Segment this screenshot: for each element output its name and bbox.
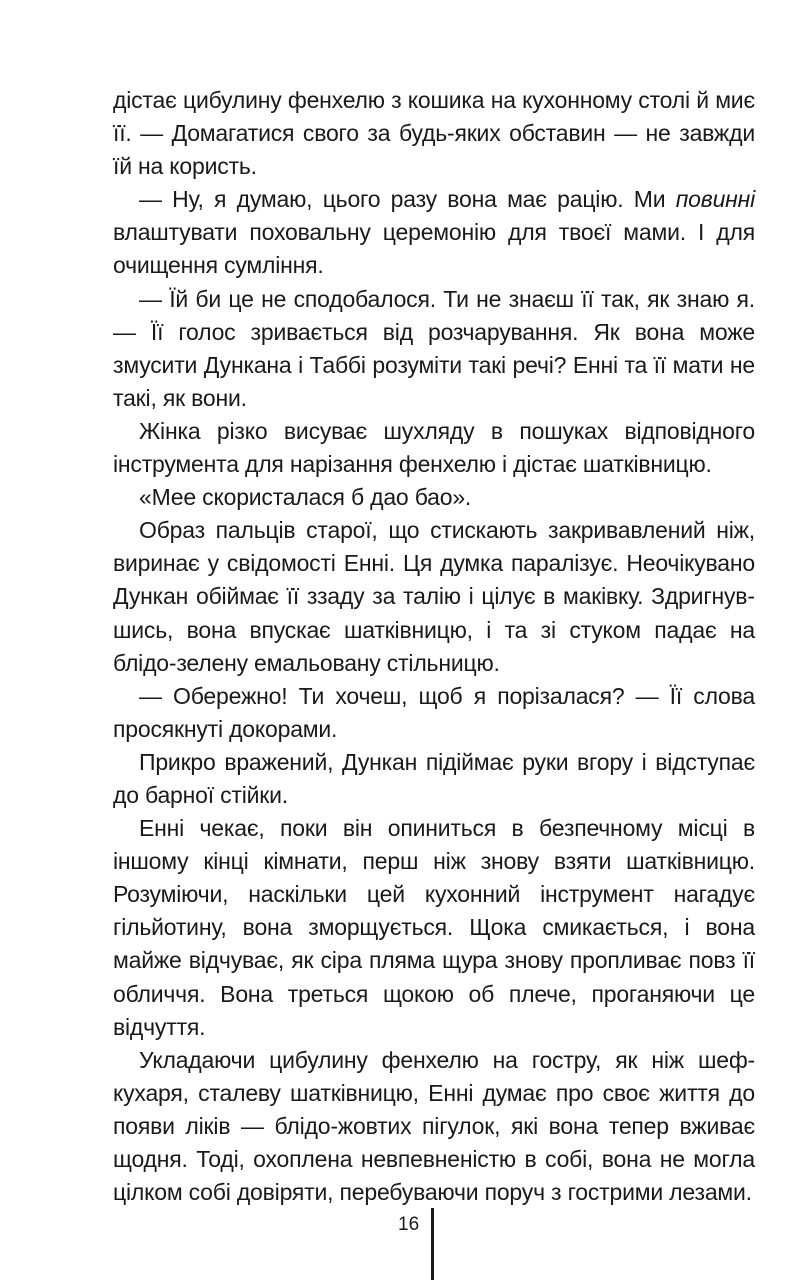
text-run: — Обережно! Ти хочеш, щоб я порізалася? — Її слова просякнуті докорами. — [113, 682, 755, 742]
paragraph — [113, 1044, 755, 1209]
page-number: 16 — [398, 1214, 420, 1235]
paragraph — [113, 481, 755, 514]
paragraph — [113, 84, 755, 183]
text-run: — Ну, я думаю, цього разу вона має рацію. Ми — [139, 186, 676, 213]
paragraph — [113, 514, 755, 679]
body-text — [113, 84, 755, 1209]
paragraph — [113, 680, 755, 746]
text-run: «Мее скористалася б дао бао». — [139, 484, 472, 511]
text-run: Енні чекає, поки він опиниться в безпечному місці в іншому кінці кімнати, перш ніж знову взяти шатківницю. Розуміючи, наскільки цей кухонний інструмент нагадує гільйотину, вона зморщується. Щока смикається, і вона майже відчуває, як сіра пляма щура знову пропливає повз її обличчя. Вона треться щокою об плече, проганяючи це відчуття. — [113, 815, 755, 1040]
page-number-rule — [431, 1208, 434, 1280]
paragraph — [113, 415, 755, 481]
text-run: Образ пальців старої, що стискають закривавлений ніж, виринає у свідомості Енні. Ця думка паралізує. Неочікувано Дункан обіймає її ззаду за талію і цілує в маківку. Здригнувшись, вона впускає шатківницю, і та зі стуком падає на блідо-зелену емальовану стільницю. — [113, 517, 755, 676]
text-run: дістає цибулину фенхелю з кошика на кухонному столі й миє її. — Домагатися свого за будь-яких обставин — не завжди їй на користь. — [113, 87, 755, 180]
text-run: Укладаючи цибулину фенхелю на гостру, як ніж шеф-кухаря, сталеву шатківницю, Енні думає про своє життя до появи ліків — блідо-жовтих пігулок, які вона тепер вживає щодня. Тоді, охоплена невпевненістю в собі, вона не могла цілком собі довіряти, перебуваючи поруч з гострими лезами. — [113, 1046, 755, 1206]
text-run: Прикро вражений, Дункан підіймає руки вгору і відступає до барної стійки. — [113, 748, 755, 808]
emphasis-text: повинні — [675, 186, 755, 213]
text-run: влаштувати поховальну церемонію для твоєї мами. І для очищення сумління. — [113, 219, 755, 279]
text-run: Жінка різко висуває шухляду в пошуках відповідного інструмента для нарізання фенхелю і дістає шатківницю. — [113, 417, 755, 478]
paragraph — [113, 746, 755, 812]
paragraph — [113, 283, 755, 415]
paragraph — [113, 183, 755, 282]
paragraph — [113, 812, 755, 1044]
text-run: — Їй би це не сподобалося. Ти не знаєш її так, як знаю я. — Її голос зривається від розчарування. Як вона може змусити Дункана і Таббі розуміти такі речі? Енні та її мати не такі, як вони. — [113, 285, 755, 411]
